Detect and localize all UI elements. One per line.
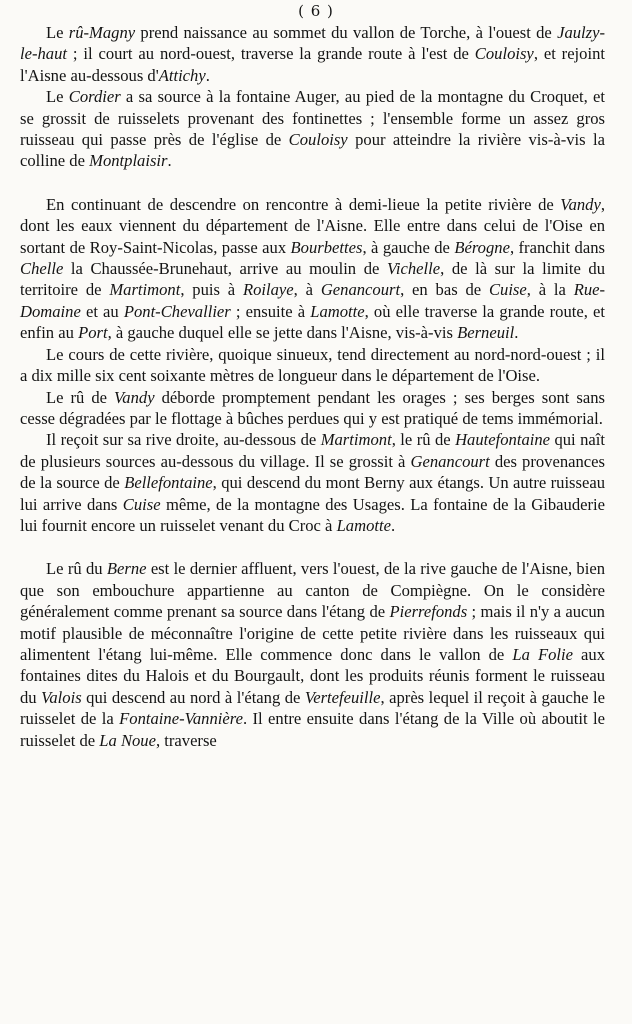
paragraph-berne [20,558,605,751]
italic-text-run: Pierrefonds [389,602,468,622]
italic-text-run: Cuise [488,280,527,300]
paragraph-vandy-course [20,344,605,387]
italic-text-run: Bellefontaine [124,473,213,493]
italic-text-run: Vandy [560,194,601,214]
text-run: , à la [526,280,574,300]
italic-text-run: Vichelle [386,259,441,279]
italic-text-run: Genancourt [410,451,490,471]
text-run: prend naissance au sommet du vallon de Torche, à l'ouest de [135,23,558,42]
text-run: , de là sur la limite du territoire de [20,259,605,300]
italic-text-run: rû-Magny [68,23,136,42]
text-run: , et rejoint l'Aisne au-dessous d' [20,44,605,85]
italic-text-run: Chelle [20,259,64,279]
italic-text-run: Vandy [114,387,155,407]
text-run: . Il entre ensuite dans l'étang de la Ville où aboutit le ruisselet de [20,709,605,750]
text-run: pour atteindre la rivière vis-à-vis la colline de [20,130,606,171]
body-text [20,22,605,751]
text-run: . [205,65,210,85]
italic-text-run: Bérogne [454,237,510,257]
text-run: et au [80,301,124,321]
text-run: En continuant de descendre on rencontre à demi-lieue la petite rivière de [46,194,561,214]
text-run: Le [46,87,69,107]
text-run: a sa source à la fontaine Auger, au pied de la montagne du Croquet, et se grossit de ruisselets provenant des fontinettes ; l'ensemble forme un assez gros ruisseau qui passe près de l'église de [20,87,605,150]
text-run: qui descend au nord à l'étang de [81,687,305,707]
paragraph-ru-magny [20,22,605,86]
paragraph-cordier [20,86,605,172]
italic-text-run: Port [78,323,108,343]
text-run: . [390,515,396,535]
text-run: , après lequel il reçoit à gauche le ruisselet de la [20,687,605,729]
paragraph-vandy-floods [20,387,605,430]
text-run: la Chaussée-Brunehaut, arrive au moulin de [63,259,387,279]
paragraph-vandy-tributaries [20,429,605,536]
italic-text-run: Couloisy [474,44,534,64]
text-run: , où elle traverse la grande route, et enfin au [20,301,605,343]
text-run: Le [46,23,69,42]
italic-text-run: Fontaine-Vannière [119,709,243,729]
text-run: , le rû de [391,430,456,450]
text-run: Il reçoit sur sa rive droite, au-dessous de [46,430,321,450]
text-run: , franchit dans [509,237,605,257]
italic-text-run: Valois [41,687,82,707]
text-run: des provenances de la source de [20,451,605,493]
italic-text-run: Lamotte [336,515,391,535]
text-run: , puis à [180,280,243,300]
text-run: , traverse [155,730,217,750]
italic-text-run: Rue-Domaine [20,280,606,321]
italic-text-run: Berne [106,559,147,579]
italic-text-run: Roilaye [242,280,294,300]
text-run: . [514,323,519,343]
italic-text-run: Martimont [109,280,181,300]
text-run: Le rû de [46,387,115,407]
text-run: ; il court au nord-ouest, traverse la grande route à l'est de [67,44,475,64]
italic-text-run: Berneuil [457,323,515,343]
text-run: ; ensuite à [230,301,311,321]
italic-text-run: Lamotte [310,301,365,321]
italic-text-run: Montplaisir [89,151,168,171]
paragraph-vandy [20,194,605,344]
page-number: ( 6 ) [298,2,334,20]
text-run: . [167,151,172,171]
italic-text-run: Couloisy [288,130,348,150]
italic-text-run: Cuise [122,494,161,514]
italic-text-run: Jaulzy-le-haut [20,23,605,64]
text-run: , à [293,280,321,300]
text-run: Le rû du [46,559,107,579]
text-run: , à gauche duquel elle se jette dans l'Aisne, vis-à-vis [107,323,458,343]
text-run: , à gauche de [362,237,455,257]
italic-text-run: La Folie [512,644,573,664]
italic-text-run: Attichy [158,65,206,85]
italic-text-run: Vertefeuille [304,687,381,707]
text-run: même, de la montagne des Usages. La fontaine de la Gibauderie lui fournit encore un ruisselet venant du Croc à [20,494,605,535]
text-run: , qui descend du mont Berny aux étangs. Un autre ruisseau lui arrive dans [20,473,605,514]
italic-text-run: Pont-Chevallier [123,301,231,321]
text-run: Le cours de cette rivière, quoique sinueux, tend directement au nord-nord-ouest ; il a dix mille six cent soixante mètres de longueur dans le département de l'Oise. [20,344,605,386]
italic-text-run: Cordier [68,87,121,107]
italic-text-run: Martimont [320,430,392,450]
text-run: déborde promptement pendant les orages ; ses berges sont sans cesse dégradées par le flottage à bûches perdues qui y est pratiqué de tems immémorial. [20,387,605,428]
italic-text-run: Bourbettes [290,237,363,257]
italic-text-run: La Noue [99,730,156,750]
text-run: , dont les eaux viennent du département de l'Aisne. Elle entre dans celui de l'Oise en sortant de Roy-Saint-Nicolas, passe aux [20,194,605,257]
text-run: aux fontaines dites du Halois et du Bourgault, dont les produits réunis forment le ruisseau du [20,644,606,707]
text-run: est le dernier affluent, vers l'ouest, de la rive gauche de l'Aisne, bien que son embouchure appartienne au canton de Compiègne. On le considère généralement comme prenant sa source dans l'étang de [20,559,605,622]
text-run: ; mais il n'y a aucun motif plausible de méconnaître l'origine de cette petite rivière dans les ruisseaux qui alimentent l'étang lui-même. Elle commence donc dans le vallon de [20,602,605,664]
italic-text-run: Genancourt [320,280,401,300]
italic-text-run: Hautefontaine [455,430,551,450]
text-run: qui naît de plusieurs sources au-dessous du village. Il se grossit à [20,430,605,471]
text-run: , en bas de [400,280,489,300]
